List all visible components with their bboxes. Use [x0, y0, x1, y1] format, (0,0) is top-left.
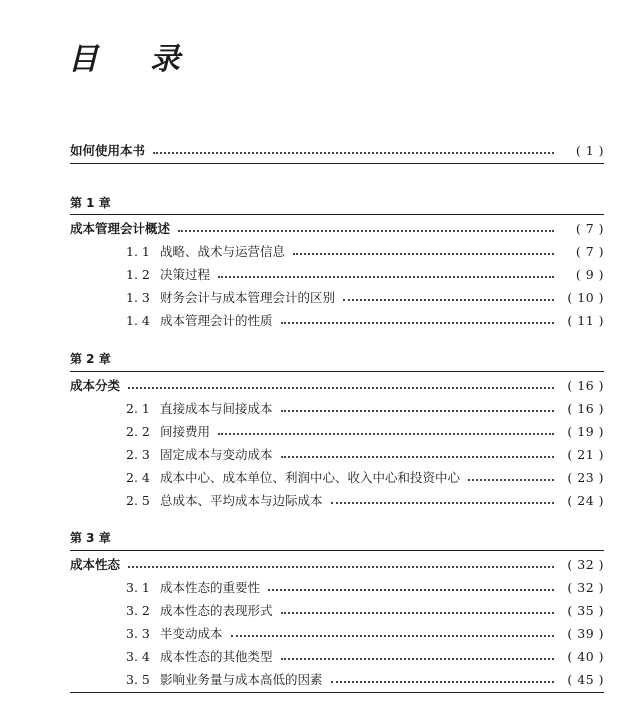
toc-entry-page: ( 19 ) [567, 423, 604, 439]
divider-rule [70, 214, 604, 215]
dot-leader [281, 322, 554, 324]
toc-entry-chapter-1[interactable] [70, 218, 604, 238]
toc-entry-label: 固定成本与变动成本 [160, 447, 273, 462]
dot-leader [331, 502, 554, 504]
toc-entry-page: ( 7 ) [575, 243, 604, 259]
dot-leader [331, 681, 554, 683]
toc-entry-label: 成本分类 [70, 378, 121, 393]
divider-rule [70, 163, 604, 164]
dot-leader [178, 230, 554, 232]
toc-entry-section[interactable] [126, 646, 604, 666]
toc-entry-label: 成本中心、成本单位、利润中心、收入中心和投资中心 [160, 470, 461, 485]
dot-leader [153, 152, 554, 154]
toc-entry-page: ( 1 ) [575, 142, 604, 158]
toc-entry-page: ( 23 ) [567, 469, 604, 485]
toc-entry-section[interactable] [126, 421, 604, 441]
toc-entry-label: 成本性态的其他类型 [160, 649, 273, 664]
toc-entry-label: 成本管理会计的性质 [160, 313, 273, 328]
toc-entry-page: ( 16 ) [567, 377, 604, 393]
section-number: 1. 1 [126, 243, 150, 259]
toc-entry-page: ( 32 ) [567, 579, 604, 595]
dot-leader [268, 589, 554, 591]
dot-leader [281, 658, 554, 660]
toc-entry-page: ( 40 ) [567, 648, 604, 664]
toc-entry-label: 间接费用 [160, 424, 211, 439]
toc-entry-chapter-3[interactable] [70, 554, 604, 574]
dot-leader [128, 387, 554, 389]
toc-entry-page: ( 39 ) [567, 625, 604, 641]
toc-entry-section[interactable] [126, 287, 604, 307]
toc-entry-section[interactable] [126, 310, 604, 330]
toc-entry-page: ( 35 ) [567, 602, 604, 618]
section-number: 2. 5 [126, 492, 150, 508]
toc-entry-section[interactable] [126, 490, 604, 510]
section-number: 2. 2 [126, 423, 150, 439]
toc-entry-label: 总成本、平均成本与边际成本 [160, 493, 323, 508]
dot-leader [281, 456, 554, 458]
chapter-heading-2: 第 2 章 [70, 352, 111, 366]
section-number: 1. 2 [126, 266, 150, 282]
toc-entry-label: 如何使用本书 [70, 143, 146, 158]
dot-leader [128, 566, 554, 568]
toc-entry-section[interactable] [126, 444, 604, 464]
divider-rule [70, 692, 604, 693]
chapter-heading-3: 第 3 章 [70, 531, 111, 545]
toc-entry-label: 成本性态的重要性 [160, 580, 261, 595]
section-number: 3. 1 [126, 579, 150, 595]
title-char-1: 目 [68, 42, 100, 77]
toc-entry-section[interactable] [126, 600, 604, 620]
toc-entry-label: 财务会计与成本管理会计的区别 [160, 290, 336, 305]
toc-entry-page: ( 7 ) [575, 220, 604, 236]
toc-entry-label: 成本性态的表现形式 [160, 603, 273, 618]
section-number: 3. 3 [126, 625, 150, 641]
toc-entry-page: ( 9 ) [575, 266, 604, 282]
dot-leader [281, 612, 554, 614]
dot-leader [231, 635, 554, 637]
toc-entry-label: 决策过程 [160, 267, 211, 282]
divider-rule [70, 371, 604, 372]
toc-entry-section[interactable] [126, 467, 604, 487]
section-number: 2. 3 [126, 446, 150, 462]
toc-entry-page: ( 21 ) [567, 446, 604, 462]
page-title [68, 34, 182, 78]
toc-entry-label: 战略、战术与运营信息 [160, 244, 286, 259]
toc-entry-page: ( 16 ) [567, 400, 604, 416]
chapter-heading-1: 第 1 章 [70, 196, 111, 210]
section-number: 3. 2 [126, 602, 150, 618]
toc-entry-page: ( 11 ) [567, 312, 604, 328]
toc-entry-section[interactable] [126, 669, 604, 689]
section-number: 3. 5 [126, 671, 150, 687]
toc-entry-section[interactable] [126, 241, 604, 261]
dot-leader [281, 410, 554, 412]
toc-entry-page: ( 45 ) [567, 671, 604, 687]
dot-leader [218, 276, 554, 278]
section-number: 1. 4 [126, 312, 150, 328]
title-char-2: 录 [150, 42, 182, 77]
toc-entry-label: 半变动成本 [160, 626, 223, 641]
divider-rule [70, 550, 604, 551]
dot-leader [218, 433, 554, 435]
toc-entry-section[interactable] [126, 577, 604, 597]
section-number: 2. 4 [126, 469, 150, 485]
dot-leader [343, 299, 554, 301]
section-number: 3. 4 [126, 648, 150, 664]
dot-leader [293, 253, 554, 255]
toc-entry-section[interactable] [126, 264, 604, 284]
toc-entry-label: 直接成本与间接成本 [160, 401, 273, 416]
section-number: 2. 1 [126, 400, 150, 416]
toc-entry-label: 成本性态 [70, 557, 121, 572]
toc-entry-page: ( 10 ) [567, 289, 604, 305]
toc-entry-page: ( 24 ) [567, 492, 604, 508]
toc-entry-chapter-2[interactable] [70, 375, 604, 395]
toc-entry-preface[interactable] [70, 140, 604, 160]
toc-entry-page: ( 32 ) [567, 556, 604, 572]
section-number: 1. 3 [126, 289, 150, 305]
toc-entry-label: 成本管理会计概述 [70, 221, 171, 236]
toc-entry-section[interactable] [126, 398, 604, 418]
dot-leader [468, 479, 554, 481]
toc-entry-section[interactable] [126, 623, 604, 643]
toc-entry-label: 影响业务量与成本高低的因素 [160, 672, 323, 687]
